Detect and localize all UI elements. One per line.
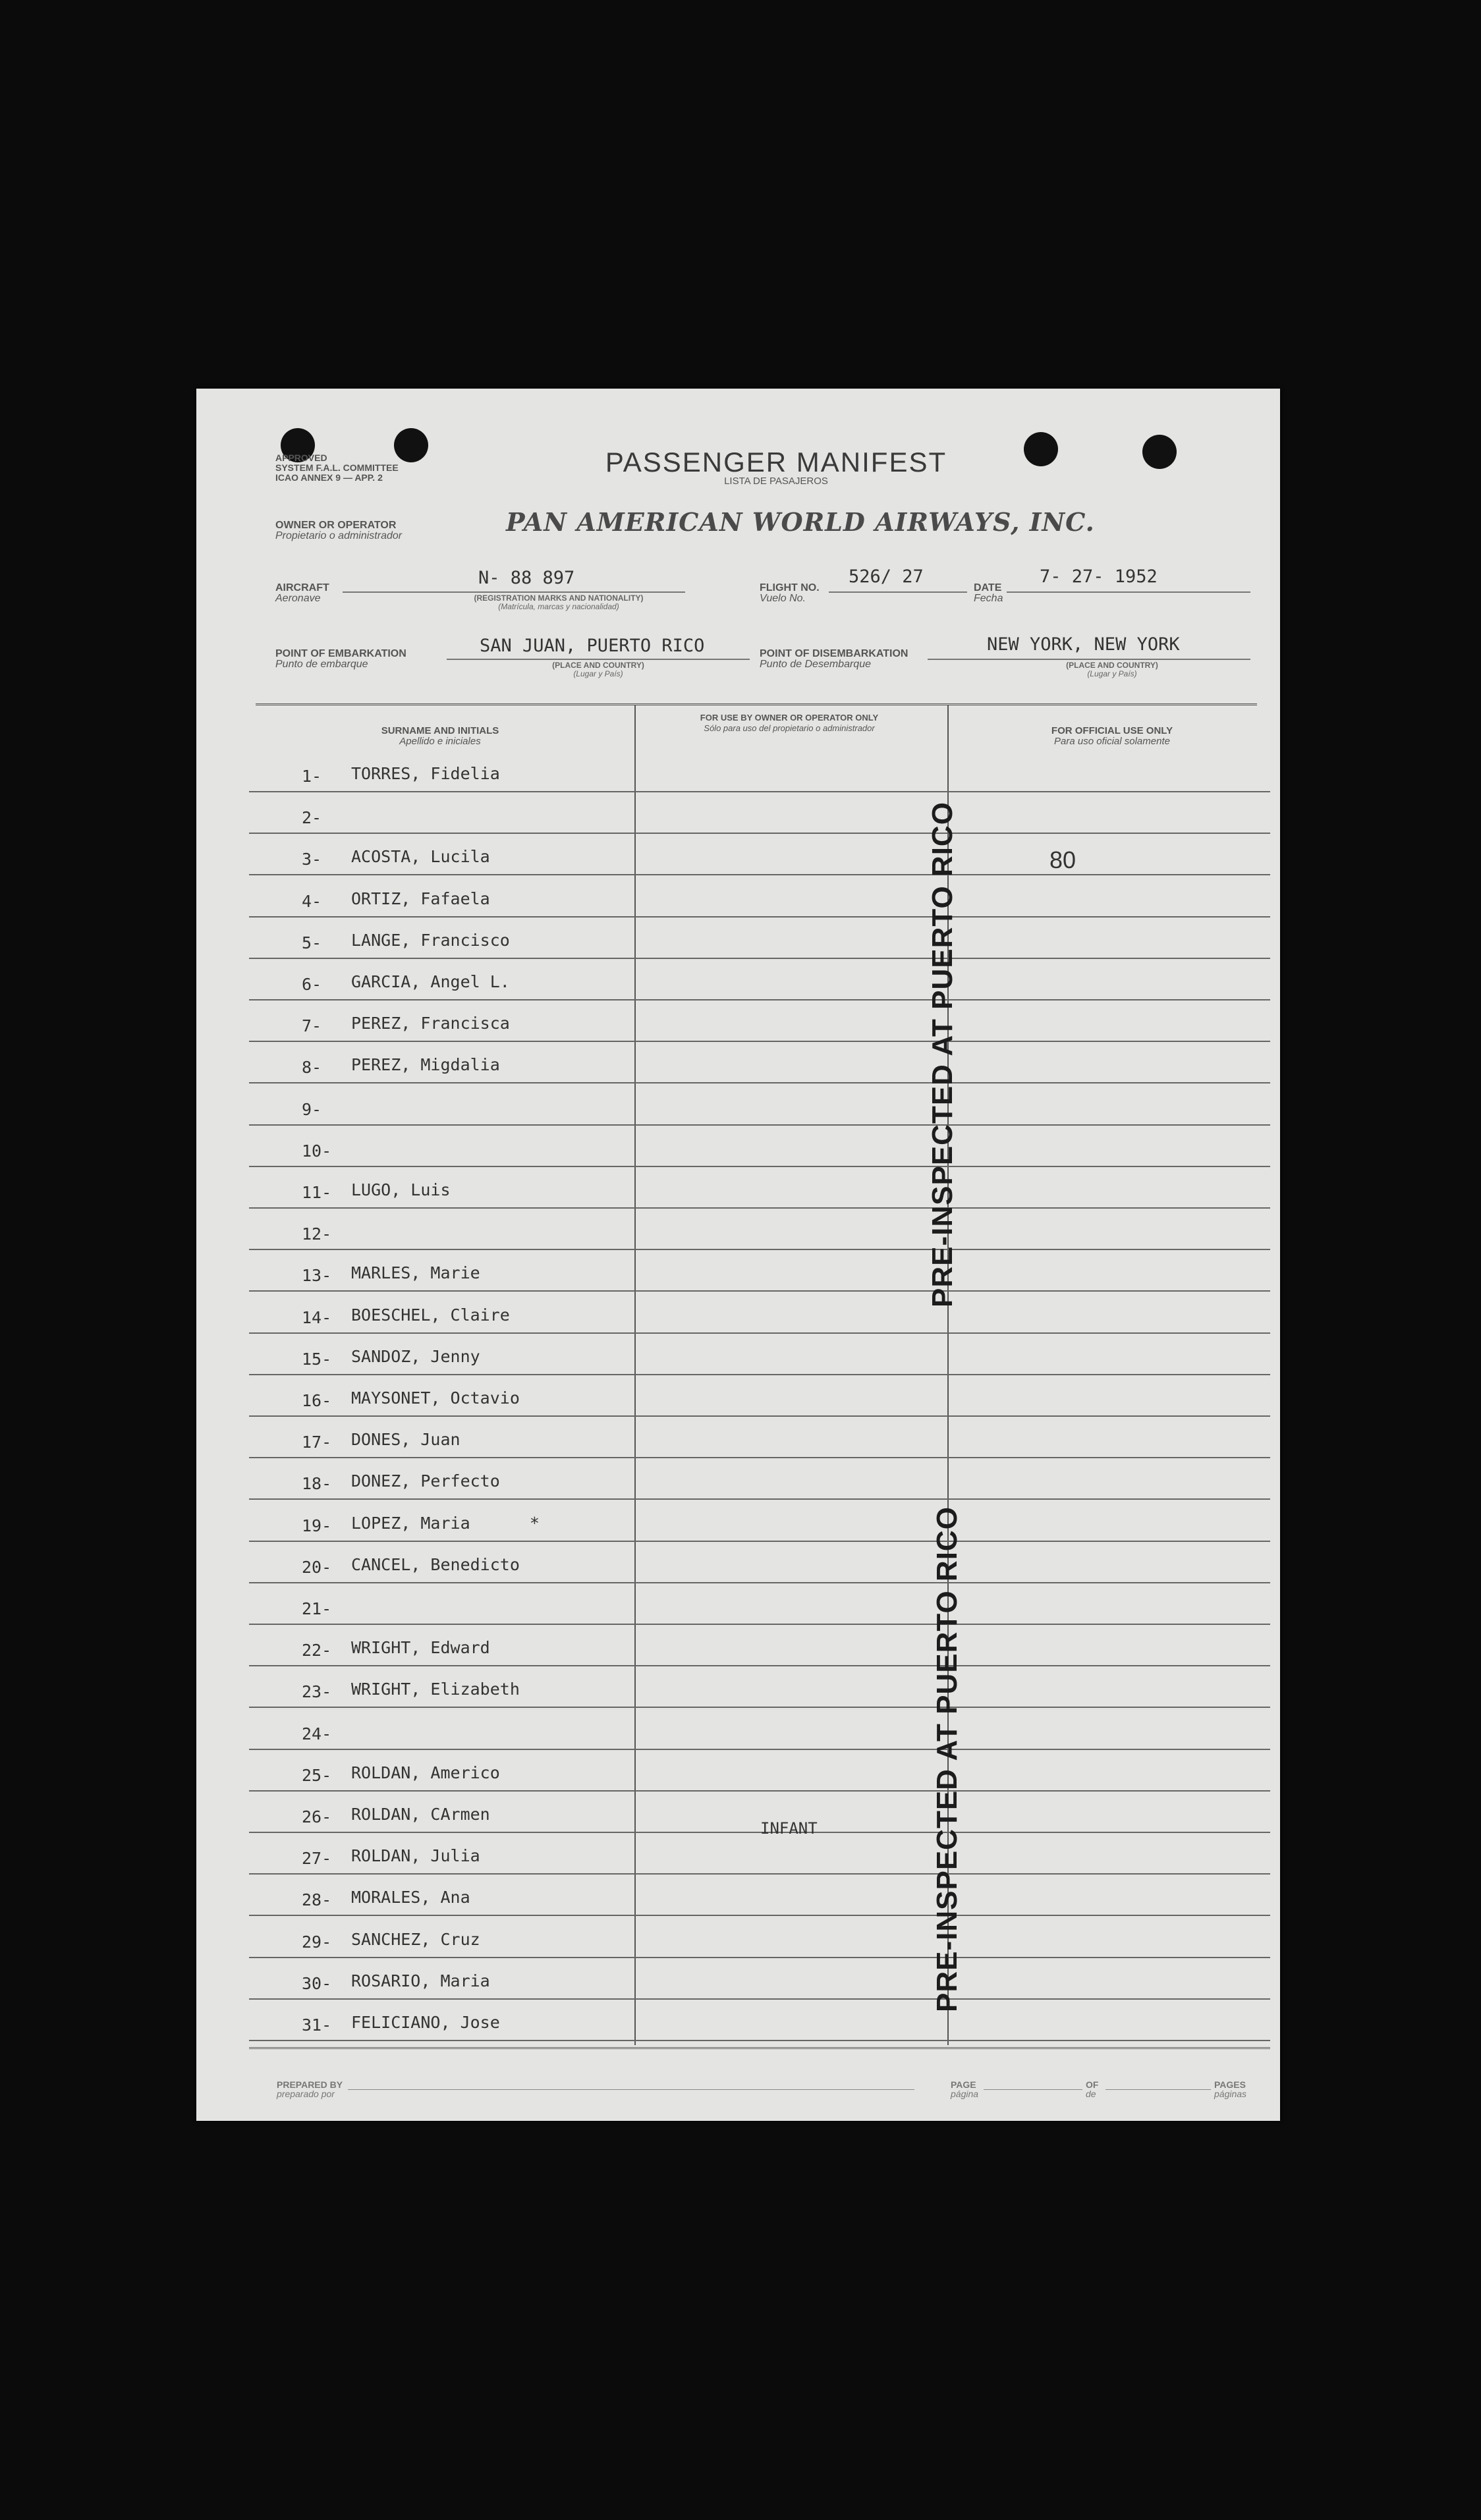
table-row xyxy=(249,1083,1270,1126)
row-number: 14- xyxy=(302,1307,332,1327)
table-row xyxy=(249,1707,1270,1750)
row-number: 9- xyxy=(302,1099,322,1119)
aircraft-label: AIRCRAFT Aeronave xyxy=(275,582,329,604)
manifest-page xyxy=(196,389,1280,2121)
table-row xyxy=(249,1915,1270,1958)
passenger-name: WRIGHT, Edward xyxy=(351,1638,490,1658)
passenger-name: LOPEZ, Maria * xyxy=(351,1513,540,1533)
row-number: 4- xyxy=(302,891,322,911)
passenger-name: GARCIA, Angel L. xyxy=(351,972,510,991)
passenger-name: LANGE, Francisco xyxy=(351,930,510,950)
table-row xyxy=(249,1166,1270,1209)
table-row xyxy=(249,1749,1270,1792)
row-number: 15- xyxy=(302,1349,332,1369)
passenger-name: DONEZ, Perfecto xyxy=(351,1471,500,1491)
name-column-header: SURNAME AND INITIALS Apellido e iniciales xyxy=(381,725,499,747)
passenger-name: SANCHEZ, Cruz xyxy=(351,1929,480,1949)
passenger-name: MARLES, Marie xyxy=(351,1263,480,1283)
row-number: 20- xyxy=(302,1557,332,1577)
date-value: 7- 27- 1952 xyxy=(1040,566,1158,587)
punch-hole-icon xyxy=(1024,432,1058,466)
page-title: PASSENGER MANIFEST xyxy=(605,447,947,478)
passenger-name: ROLDAN, Americo xyxy=(351,1763,500,1782)
row-number: 8- xyxy=(302,1058,322,1078)
row-number: 12- xyxy=(302,1224,332,1244)
approval-line: SYSTEM F.A.L. COMMITTEE xyxy=(275,462,399,473)
passenger-name: PEREZ, Migdalia xyxy=(351,1055,500,1075)
operator-logo: PAN AMERICAN WORLD AIRWAYS, INC. xyxy=(506,507,1095,537)
table-row xyxy=(249,1957,1270,2000)
row-number: 24- xyxy=(302,1724,332,1743)
table-row xyxy=(249,1790,1270,1833)
embark-caption: (PLACE AND COUNTRY) (Lugar y País) xyxy=(552,661,644,678)
row-number: 21- xyxy=(302,1599,332,1618)
aircraft-value: N- 88 897 xyxy=(478,568,575,588)
table-row xyxy=(249,1998,1270,2041)
row-number: 6- xyxy=(302,975,322,994)
row-number: 28- xyxy=(302,1890,332,1910)
flight-label: FLIGHT NO. Vuelo No. xyxy=(760,582,820,604)
passenger-name: ACOSTA, Lucila xyxy=(351,847,490,867)
inspection-stamp: PRE-INSPECTED AT PUERTO RICO xyxy=(931,1506,963,2012)
passenger-name: ROLDAN, Julia xyxy=(351,1846,480,1866)
passenger-name: CANCEL, Benedicto xyxy=(351,1554,520,1574)
passenger-name: WRIGHT, Elizabeth xyxy=(351,1680,520,1699)
passenger-name: ROLDAN, CArmen xyxy=(351,1805,490,1824)
flight-value: 526/ 27 xyxy=(849,566,924,587)
passenger-name: ORTIZ, Fafaela xyxy=(351,889,490,908)
row-number: 18- xyxy=(302,1474,332,1494)
of-label: OF de xyxy=(1086,2079,1099,2099)
approval-line: APPROVED xyxy=(275,452,327,463)
table-row xyxy=(249,1041,1270,1083)
table-row xyxy=(249,1374,1270,1417)
row-number: 17- xyxy=(302,1433,332,1452)
table-row xyxy=(249,1415,1270,1458)
approval-line: ICAO ANNEX 9 — APP. 2 xyxy=(275,472,383,483)
table-row xyxy=(249,999,1270,1042)
table-row xyxy=(249,1499,1270,1542)
row-number: 11- xyxy=(302,1183,332,1202)
passenger-name: FELICIANO, Jose xyxy=(351,2013,500,2032)
disembark-caption: (PLACE AND COUNTRY) (Lugar y País) xyxy=(1066,661,1158,678)
row-number: 1- xyxy=(302,767,322,786)
row-number: 3- xyxy=(302,850,322,869)
table-row xyxy=(249,1541,1270,1583)
row-number: 25- xyxy=(302,1765,332,1785)
passenger-name: BOESCHEL, Claire xyxy=(351,1305,510,1325)
passenger-name: LUGO, Luis xyxy=(351,1180,451,1199)
infant-note: INFANT xyxy=(760,1819,818,1838)
table-row xyxy=(249,1207,1270,1250)
table-row xyxy=(249,1665,1270,1708)
passenger-name: TORRES, Fidelia xyxy=(351,764,500,783)
prepared-by-label: PREPARED BY preparado por xyxy=(277,2079,343,2099)
row-number: 23- xyxy=(302,1682,332,1702)
table-row xyxy=(249,791,1270,834)
row-number: 10- xyxy=(302,1141,332,1161)
row-number: 22- xyxy=(302,1641,332,1660)
disembark-line xyxy=(928,659,1250,660)
passenger-name: DONES, Juan xyxy=(351,1430,461,1450)
inspection-stamp: PRE-INSPECTED AT PUERTO RICO xyxy=(926,802,959,1307)
page-subtitle: LISTA DE PASAJEROS xyxy=(724,476,828,487)
row-number: 2- xyxy=(302,808,322,828)
page-label: PAGE página xyxy=(951,2079,979,2099)
official-mark: 80 xyxy=(1049,846,1076,873)
row-number: 27- xyxy=(302,1849,332,1869)
table-row xyxy=(249,1832,1270,1875)
row-number: 16- xyxy=(302,1391,332,1410)
footer-rule xyxy=(249,2047,1270,2049)
approval-note xyxy=(275,453,399,483)
row-number: 29- xyxy=(302,1932,332,1952)
date-label: DATE Fecha xyxy=(974,582,1003,604)
table-row xyxy=(249,1124,1270,1167)
pages-label: PAGES páginas xyxy=(1214,2079,1247,2099)
passenger-name: MAYSONET, Octavio xyxy=(351,1388,520,1408)
flight-line xyxy=(829,591,967,593)
owner-label: OWNER OR OPERATOR Propietario o administrador xyxy=(275,520,403,541)
disembark-label: POINT OF DISEMBARKATION Punto de Desembarque xyxy=(760,648,908,670)
table-row xyxy=(249,750,1270,792)
row-number: 13- xyxy=(302,1266,332,1286)
table-row xyxy=(249,875,1270,918)
aircraft-line xyxy=(343,591,685,593)
table-row xyxy=(249,1332,1270,1375)
row-number: 7- xyxy=(302,1016,322,1036)
date-line xyxy=(1007,591,1250,593)
owner-column-header: FOR USE BY OWNER OR OPERATOR ONLY Sólo para uso del propietario o administrador xyxy=(700,713,879,733)
row-number: 30- xyxy=(302,1973,332,1993)
table-row xyxy=(249,1873,1270,1916)
embark-line xyxy=(447,659,750,660)
of-line xyxy=(1105,2089,1211,2090)
passenger-name: PEREZ, Francisca xyxy=(351,1014,510,1033)
table-row xyxy=(249,1249,1270,1292)
aircraft-caption: (REGISTRATION MARKS AND NATIONALITY) (Matrícula, marcas y nacionalidad) xyxy=(474,593,644,611)
row-number: 5- xyxy=(302,933,322,952)
page-line xyxy=(984,2089,1082,2090)
official-column-header: FOR OFFICIAL USE ONLY Para uso oficial solamente xyxy=(1051,725,1173,747)
embark-label: POINT OF EMBARKATION Punto de embarque xyxy=(275,648,406,670)
table-row xyxy=(249,916,1270,959)
passenger-name: ROSARIO, Maria xyxy=(351,1971,490,1990)
punch-hole-icon xyxy=(1142,435,1177,469)
prepared-by-line xyxy=(348,2089,914,2090)
row-number: 19- xyxy=(302,1516,332,1535)
table-row xyxy=(249,1624,1270,1666)
passenger-name: MORALES, Ana xyxy=(351,1888,470,1907)
table-row xyxy=(249,958,1270,1000)
row-number: 31- xyxy=(302,2015,332,2035)
disembark-value: NEW YORK, NEW YORK xyxy=(987,634,1180,655)
table-row xyxy=(249,1582,1270,1625)
embark-value: SAN JUAN, PUERTO RICO xyxy=(480,636,705,656)
table-row xyxy=(249,1457,1270,1500)
passenger-name: SANDOZ, Jenny xyxy=(351,1346,480,1366)
punch-hole-icon xyxy=(394,428,428,462)
table-row xyxy=(249,833,1270,875)
table-top-rule xyxy=(256,703,1257,705)
table-row xyxy=(249,1291,1270,1334)
row-number: 26- xyxy=(302,1807,332,1826)
